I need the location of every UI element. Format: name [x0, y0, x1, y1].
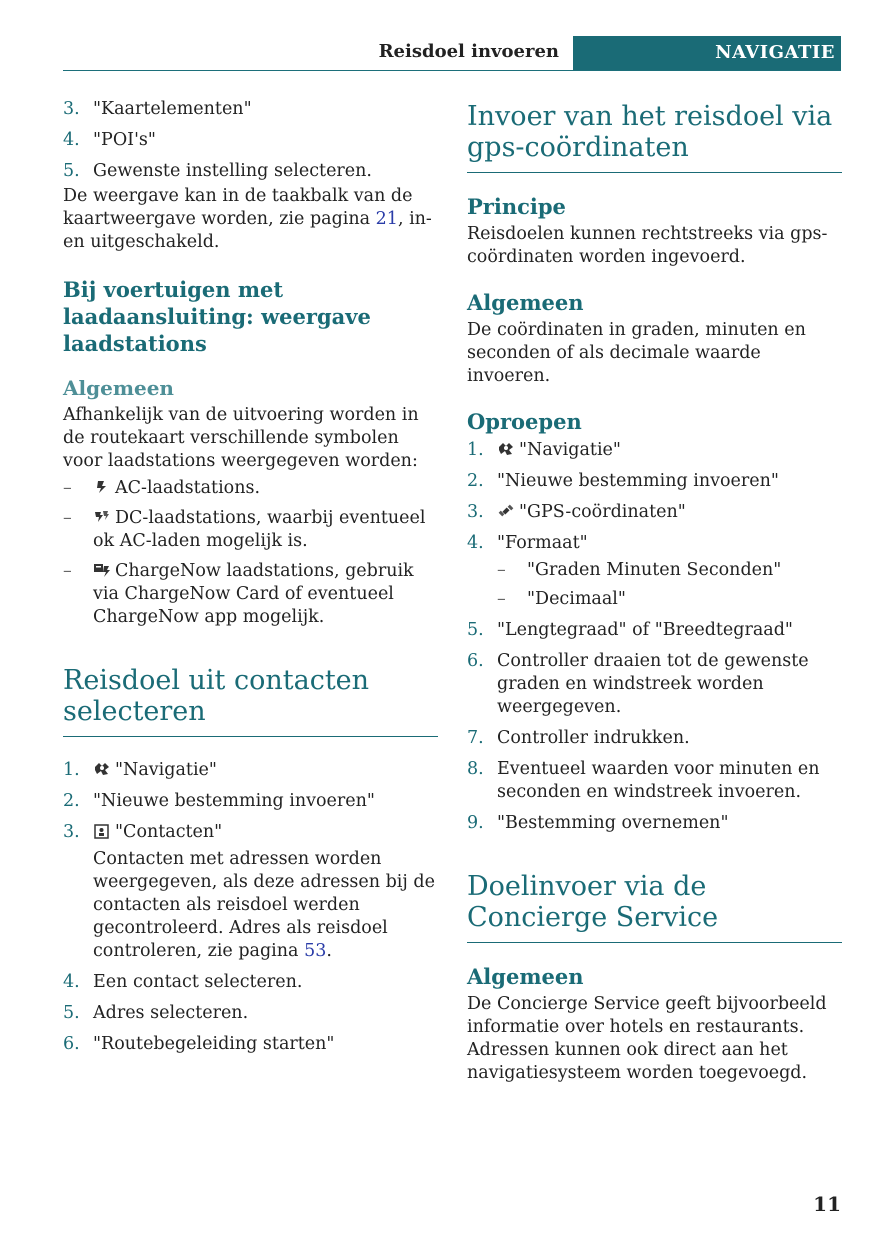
dash-marker: – — [63, 478, 72, 498]
step-text: "Routebegeleiding starten" — [93, 1034, 335, 1054]
gps-satellite-icon — [497, 503, 515, 519]
step-text: Adres selecteren. — [93, 1003, 249, 1023]
step-number: 4. — [63, 972, 80, 992]
page-header — [63, 36, 841, 71]
paragraph-text: , in- en uitgeschakeld. — [63, 209, 432, 252]
principe-heading: Principe — [467, 194, 566, 219]
step-number: 3. — [63, 822, 80, 842]
list-item — [63, 1002, 438, 1025]
step-text: Controller indrukken. — [497, 728, 690, 748]
note-text: Contacten met adressen worden weergegeven, als deze adressen bij de contacten als reisdoel werden gecontroleerd. Adres als reisdoel controleren, zie pagina — [93, 849, 435, 961]
step-text: Gewenste instelling selecteren. — [93, 161, 372, 181]
charge-paragraph: Afhankelijk van de uitvoering worden in de routekaart verschillende symbolen voor laadstations weergegeven worden: — [63, 405, 419, 471]
intro-paragraph — [63, 185, 438, 254]
format-options — [497, 559, 842, 611]
chargenow-icon — [93, 562, 111, 578]
list-item — [63, 98, 438, 121]
list-item — [63, 160, 438, 183]
step-number: 3. — [467, 502, 484, 522]
step-text: "Lengtegraad" of "Breedtegraad" — [497, 620, 793, 640]
right-column — [467, 101, 842, 1085]
principe-text: Reisdoelen kunnen rechtstreeks via gps-coördinaten worden ingevoerd. — [467, 224, 828, 267]
step-number: 2. — [467, 471, 484, 491]
page-link-21[interactable]: 21 — [375, 209, 398, 229]
step-text: "Nieuwe bestemming invoeren" — [93, 791, 375, 811]
gps-steps — [467, 439, 842, 835]
dc-charging-icon — [93, 509, 111, 525]
step-text: "GPS-coördinaten" — [519, 502, 686, 522]
option-text: "Graden Minuten Seconden" — [527, 560, 782, 580]
gps-heading: Invoer van het reisdoel via gps-coördinaten — [467, 101, 842, 173]
navigation-icon — [93, 761, 111, 777]
note-text: . — [326, 941, 332, 961]
algemeen-text: De coördinaten in graden, minuten en seconden of als decimale waarde invoeren. — [467, 320, 806, 386]
step-number: 7. — [467, 728, 484, 748]
page-number: 11 — [813, 1192, 841, 1216]
list-item — [467, 727, 842, 750]
step-number: 8. — [467, 759, 484, 779]
list-item — [63, 1033, 438, 1056]
concierge-heading: Doelinvoer via de Concierge Service — [467, 871, 842, 943]
ac-charging-icon — [93, 479, 111, 495]
step-text: "Nieuwe bestemming invoeren" — [497, 471, 779, 491]
step-number: 1. — [467, 440, 484, 460]
dash-marker: – — [63, 508, 72, 528]
step-number: 5. — [467, 620, 484, 640]
list-item — [467, 501, 842, 524]
option-text: "Decimaal" — [527, 589, 626, 609]
concierge-text: De Concierge Service geeft bijvoorbeeld informatie over hotels en restaurants. Adressen kunnen ook direct aan het navigatiesysteem worden toegevoegd. — [467, 994, 827, 1083]
page-link-53[interactable]: 53 — [304, 941, 327, 961]
list-item — [467, 532, 842, 611]
step-text: "Navigatie" — [115, 760, 217, 780]
list-item — [467, 758, 842, 804]
charge-heading: Bij voertuigen met laadaansluiting: weergave laadstations — [63, 277, 371, 356]
navigation-icon — [497, 441, 515, 457]
step-number: 3. — [63, 99, 80, 119]
step-number: 5. — [63, 1003, 80, 1023]
concierge-subheading: Algemeen — [467, 964, 584, 989]
list-item — [467, 619, 842, 642]
step-number: 6. — [467, 651, 484, 671]
step-text: "Navigatie" — [519, 440, 621, 460]
dash-marker: – — [63, 561, 72, 581]
step-number: 5. — [63, 161, 80, 181]
list-item — [63, 560, 438, 629]
charge-subheading: Algemeen — [63, 376, 174, 400]
list-item — [467, 439, 842, 462]
step-text: Een contact selecteren. — [93, 972, 303, 992]
dash-marker: – — [497, 589, 506, 609]
header-section-title: Reisdoel invoeren — [378, 41, 559, 62]
list-item — [63, 759, 438, 782]
step-number: 6. — [63, 1034, 80, 1054]
list-item — [467, 812, 842, 835]
list-item — [497, 588, 842, 611]
step-text: "Bestemming overnemen" — [497, 813, 729, 833]
contacts-heading: Reisdoel uit contacten selecteren — [63, 665, 438, 737]
contacts-note — [93, 848, 438, 963]
step-number: 2. — [63, 791, 80, 811]
dash-marker: – — [497, 560, 506, 580]
step-number: 4. — [63, 130, 80, 150]
step-number: 1. — [63, 760, 80, 780]
list-item — [467, 470, 842, 493]
list-item — [63, 821, 438, 963]
paragraph-text: De weergave kan in de taakbalk van de kaartweergave worden, zie pagina — [63, 186, 413, 229]
step-number: 9. — [467, 813, 484, 833]
step-text: Controller draaien tot de gewenste graden en windstreek worden weergegeven. — [497, 651, 809, 717]
header-chapter-tab: NAVIGATIE — [573, 36, 841, 70]
contacts-icon — [93, 823, 111, 839]
step-text: "Kaartelementen" — [93, 99, 252, 119]
step-text: Eventueel waarden voor minuten en seconden en windstreek invoeren. — [497, 759, 820, 802]
list-item — [467, 650, 842, 719]
algemeen-heading: Algemeen — [467, 290, 584, 315]
step-text: "POI's" — [93, 130, 156, 150]
list-item — [63, 507, 438, 553]
list-item — [63, 790, 438, 813]
item-text: ChargeNow laadstations, gebruik via ChargeNow Card of eventueel ChargeNow app mogelijk. — [93, 561, 414, 627]
left-column — [63, 98, 438, 1064]
contacts-steps — [63, 759, 438, 1056]
step-text: "Contacten" — [115, 822, 223, 842]
oproepen-heading: Oproepen — [467, 409, 582, 434]
charge-station-list — [63, 477, 438, 629]
list-item — [63, 971, 438, 994]
item-text: AC-laadstations. — [115, 478, 261, 498]
step-text: "Formaat" — [497, 533, 588, 553]
list-item — [63, 477, 438, 500]
step-number: 4. — [467, 533, 484, 553]
intro-steps — [63, 98, 438, 183]
list-item — [63, 129, 438, 152]
list-item — [497, 559, 842, 582]
item-text: DC-laadstations, waarbij eventueel ok AC-laden mogelijk is. — [93, 508, 426, 551]
